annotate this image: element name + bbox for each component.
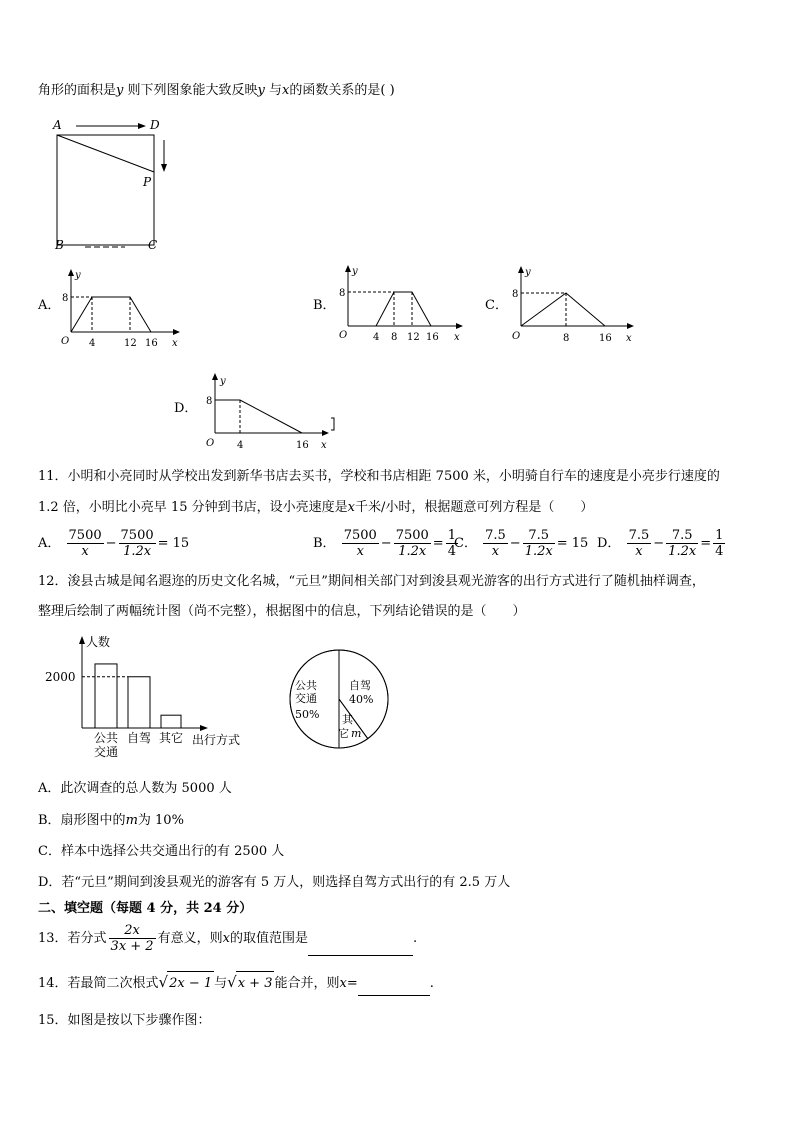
pie-value-public: 50% [295, 708, 320, 721]
svg-text:O: O [512, 331, 521, 342]
bar-ylabel: 人数 [86, 635, 111, 649]
q10-option-C-graph[interactable] [509, 263, 644, 349]
svg-text:8: 8 [512, 289, 519, 300]
q10-option-D-graph[interactable] [200, 370, 340, 454]
svg-text:16: 16 [599, 333, 612, 344]
q11-line2: 1.2 倍，小明比小亮早 15 分钟到书店，设小亮速度是x千米/小时，根据题意可列方程是（ ） [38, 500, 594, 515]
pie-value-other: m [351, 727, 362, 740]
q11-option-A[interactable]: A． $\frac{7500}{x}$ − $\frac{7500}{1.2x}$ = 15 [38, 528, 190, 559]
bar-cat-0-line2: 交通 [94, 745, 119, 759]
svg-text:x: x [626, 333, 632, 344]
q13: 13．若分式 $\frac{2x}{3x + 2}$ 有意义，则x的取值范围是 . [38, 923, 418, 954]
q10-option-D-label[interactable]: D． [174, 401, 198, 416]
svg-text:y: y [352, 266, 358, 277]
fig-label-P: P [143, 175, 152, 189]
bar-axis-y-arrow [79, 636, 85, 644]
q10-option-C-label[interactable]: C． [485, 298, 508, 313]
pie-label-public-1: 公共 [295, 679, 317, 692]
svg-text:4: 4 [373, 332, 380, 343]
fig-label-C: C [148, 238, 158, 252]
svg-text:y: y [75, 270, 81, 281]
bar-ytick-2000: 2000 [45, 670, 76, 684]
svg-text:12: 12 [407, 332, 420, 343]
bar-2 [161, 715, 181, 728]
q12-option-B[interactable]: B．扇形图中的m为 10% [38, 813, 184, 828]
fig-label-B: B [55, 238, 64, 252]
q14: 14．若最简二次根式√2x − 1 与√x + 3 能合并，则x= . [38, 970, 434, 996]
svg-text:x: x [454, 332, 460, 343]
svg-text:8: 8 [339, 288, 346, 299]
svg-text:4: 4 [237, 440, 244, 451]
svg-text:x: x [172, 338, 178, 349]
q11-option-C[interactable]: C． $\frac{7.5}{x}$ − $\frac{7.5}{1.2x}$ = 15 [454, 528, 589, 559]
svg-text:x: x [321, 440, 327, 451]
pie-label-other-1: 其 [342, 713, 353, 726]
q10-option-A-label[interactable]: A． [38, 298, 61, 313]
q10-option-A-graph[interactable] [58, 266, 188, 350]
svg-text:8: 8 [391, 332, 398, 343]
svg-text:8: 8 [563, 333, 570, 344]
fig-label-A: A [53, 118, 62, 132]
q12-line2: 整理后绘制了两幅统计图（尚不完整），根据图中的信息，下列结论错误的是（ ） [38, 604, 526, 619]
q12-bar-chart [40, 632, 260, 762]
svg-text:O: O [339, 330, 348, 341]
svg-text:16: 16 [426, 332, 439, 343]
q11-line1: 11．小明和小亮同时从学校出发到新华书店去买书，学校和书店相距 7500 米，小明骑自行车的速度是小亮步行速度的 [38, 469, 720, 484]
bar-0 [95, 664, 117, 728]
bar-cat-1: 自驾 [127, 731, 152, 745]
svg-text:4: 4 [89, 338, 96, 349]
bar-1 [128, 677, 150, 728]
pie-label-other-2: 它 [338, 727, 349, 740]
q10-option-B-label[interactable]: B． [313, 298, 336, 313]
fig-label-D: D [150, 118, 160, 132]
q12-pie-chart [285, 645, 395, 755]
pie-label-public-2: 交通 [295, 692, 317, 705]
section2-title: 二、填空题（每题 4 分，共 24 分） [38, 901, 253, 916]
q12-option-A[interactable]: A．此次调查的总人数为 5000 人 [38, 781, 232, 796]
svg-text:y: y [220, 376, 226, 387]
q10-option-B-graph[interactable] [336, 262, 471, 348]
svg-text:O: O [61, 336, 70, 347]
bar-cat-0-line1: 公共 [94, 731, 119, 745]
svg-text:16: 16 [145, 338, 158, 349]
svg-text:8: 8 [62, 293, 69, 304]
q11-option-B[interactable]: B． $\frac{7500}{x}$ − $\frac{7500}{1.2x}$ = $\frac{1}{4}$ [313, 528, 456, 559]
svg-text:y: y [525, 267, 531, 278]
q14-answer-blank[interactable] [358, 981, 430, 996]
q10-square-figure [40, 112, 190, 257]
svg-text:8: 8 [206, 396, 213, 407]
q13-answer-blank[interactable] [308, 941, 413, 956]
bar-xlabel: 出行方式 [192, 733, 241, 747]
svg-text:O: O [206, 438, 215, 449]
svg-text:12: 12 [124, 338, 137, 349]
q10-intro: 角形的面积是y 则下列图象能大致反映y 与x的函数关系的是( ) [38, 83, 395, 98]
q15: 15．如图是按以下步骤作图： [38, 1013, 211, 1028]
bar-cat-2: 其它 [159, 731, 184, 745]
pie-value-self: 40% [349, 693, 374, 706]
svg-text:16: 16 [296, 440, 309, 451]
q12-line1: 12．浚县古城是闻名遐迩的历史文化名城，“元旦”期间相关部门对到浚县观光游客的出行方式进行了随机抽样调查， [38, 574, 705, 589]
q12-option-D[interactable]: D．若“元旦”期间到浚县观光的游客有 5 万人，则选择自驾方式出行的有 2.5 万人 [38, 875, 511, 890]
q11-option-D[interactable]: D． $\frac{7.5}{x}$ − $\frac{7.5}{1.2x}$ = $\frac{1}{4}$ [597, 528, 724, 559]
q12-option-C[interactable]: C．样本中选择公共交通出行的有 2500 人 [38, 844, 285, 859]
bar-axis-x-arrow [200, 725, 208, 731]
pie-label-self: 自驾 [349, 679, 371, 692]
